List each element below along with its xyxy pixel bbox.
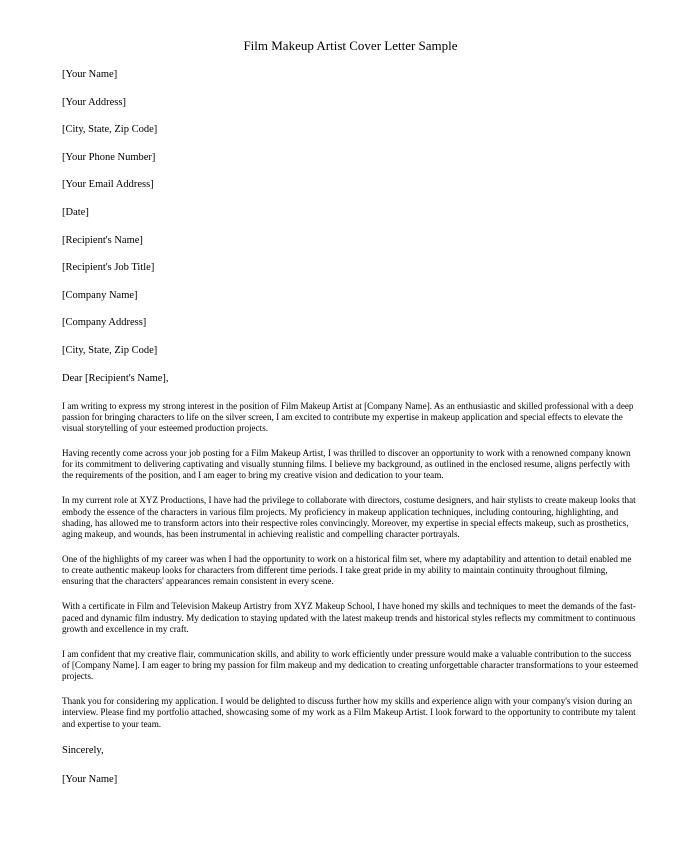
paragraph-current-role: In my current role at XYZ Productions, I have had the privilege to collaborate with directors, costume designers, and hair stylists to create makeup looks that embody the essence of the characters in various film projects. My proficiency in makeup application techniques, including contouring, highlighting, and shading, has allowed me to transform actors into their respective roles convincingly. Moreover, my expertise in special effects makeup, such as prosthetics, aging makeup, and wounds, has been instrumental in achieving realistic and compelling character portrayals. bbox=[62, 495, 636, 539]
recipient-job-title: [Recipient's Job Title] bbox=[62, 262, 155, 274]
paragraph-certification: With a certificate in Film and Television Makeup Artistry from XYZ Makeup School, I have honed my skills and techniques to meet the demands of the fast-paced and dynamic film industry. My dedication to staying updated with the latest makeup trends and historical styles reflects my commitment to continuous growth and excellence in my craft. bbox=[62, 601, 636, 634]
paragraph-thanks: Thank you for considering my application. I would be delighted to discuss further how my skills and experience align with your company's vision during an interview. Please find my portfolio attached, showcasing some of my work as a Film Makeup Artist. I look forward to the opportunity to contribute my talent and expertise to your team. bbox=[62, 696, 636, 729]
sender-name: [Your Name] bbox=[62, 69, 118, 80]
recipient-name: [Recipient's Name] bbox=[62, 234, 143, 246]
sender-address: [Your Address] bbox=[62, 96, 126, 108]
company-name: [Company Name] bbox=[62, 289, 138, 301]
company-city-state-zip: [City, State, Zip Code] bbox=[62, 344, 158, 356]
paragraph-job-posting: Having recently come across your job posting for a Film Makeup Artist, I was thrilled to discover an opportunity to work with a renowned company known for its commitment to delivering captivating and visually stunning films. I believe my background, as outlined in the enclosed resume, aligns perfectly with the requirements of the position, and I am eager to bring my creative vision and dedication to your team. bbox=[62, 447, 631, 481]
paragraph-intro: I am writing to express my strong interest in the position of Film Makeup Artist at [Company Name]. As an enthusiastic and skilled professional with a deep passion for bringing characters to life on the silver screen, I am excited to contribute my expertise in makeup application and special effects to elevate the visual storytelling of your esteemed production projects. bbox=[62, 400, 634, 433]
company-address: [Company Address] bbox=[62, 317, 147, 329]
sender-email: [Your Email Address] bbox=[62, 179, 154, 191]
sender-phone: [Your Phone Number] bbox=[62, 151, 156, 163]
address-block bbox=[62, 68, 639, 357]
sender-city-state-zip: [City, State, Zip Code] bbox=[62, 124, 158, 136]
salutation: Dear [Recipient's Name], bbox=[62, 372, 169, 384]
signature-name: [Your Name] bbox=[62, 773, 118, 785]
letter-date: [Date] bbox=[62, 206, 89, 218]
closing: Sincerely, bbox=[62, 744, 104, 756]
document-title: Film Makeup Artist Cover Letter Sample bbox=[243, 38, 458, 53]
paragraph-career-highlight: One of the highlights of my career was when I had the opportunity to work on a historical film set, where my adaptability and attention to detail enabled me to create authentic makeup looks for characters from different time periods. I take great pride in my ability to maintain continuity throughout filming, ensuring that the characters' appearances remain consistent in every scene. bbox=[62, 553, 632, 587]
paragraph-confidence: I am confident that my creative flair, communication skills, and ability to work efficiently under pressure would make a valuable contribution to the success of [Company Name]. I am eager to bring my passion for film makeup and my dedication to creating unforgettable character transformations to your esteemed projects. bbox=[62, 648, 639, 682]
letter-body bbox=[62, 401, 639, 730]
